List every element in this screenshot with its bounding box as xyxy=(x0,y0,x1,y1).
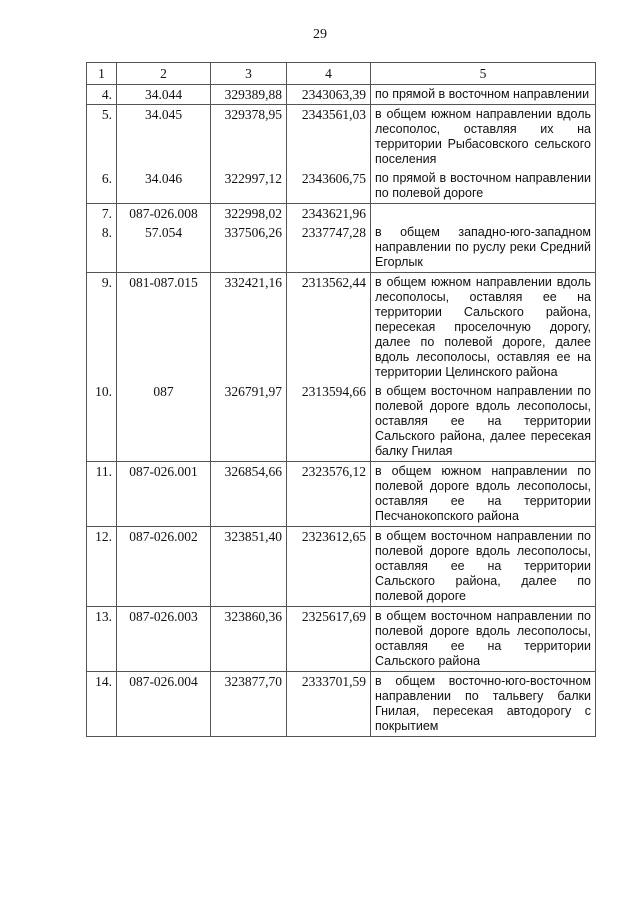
row-number: 8. xyxy=(87,223,117,273)
point-id: 087-026.001 xyxy=(117,462,211,527)
boundary-description: в общем южном направлении вдоль лесополосы, оставляя ее на территории Сальского района, пересекая проселочную дорогу, далее по полевой дороге, далее вдоль лесополосы, оставляя ее на территории Целинского района xyxy=(371,273,596,383)
row-number: 12. xyxy=(87,527,117,607)
point-id: 57.054 xyxy=(117,223,211,273)
coordinate-x: 322997,12 xyxy=(211,169,287,204)
column-header: 2 xyxy=(117,63,211,85)
row-number: 10. xyxy=(87,382,117,462)
row-number: 9. xyxy=(87,273,117,383)
table-row xyxy=(87,607,596,672)
coordinate-y: 2343621,96 xyxy=(287,204,371,224)
coordinate-y: 2313562,44 xyxy=(287,273,371,383)
page-number: 29 xyxy=(313,27,327,42)
column-header: 4 xyxy=(287,63,371,85)
table-row xyxy=(87,169,596,204)
boundary-description: в общем восточно-юго-восточном направлении по тальвегу балки Гнилая, пересекая автодорогу с покрытием xyxy=(371,672,596,737)
boundary-points-table xyxy=(86,62,596,737)
point-id: 087-026.004 xyxy=(117,672,211,737)
coordinate-x: 322998,02 xyxy=(211,204,287,224)
table-row xyxy=(87,382,596,462)
boundary-description: по прямой в восточном направлении по полевой дороге xyxy=(371,169,596,204)
boundary-description xyxy=(371,204,596,224)
coordinate-y: 2343063,39 xyxy=(287,85,371,105)
row-number: 7. xyxy=(87,204,117,224)
column-header: 3 xyxy=(211,63,287,85)
table-row xyxy=(87,204,596,224)
table-row xyxy=(87,672,596,737)
table-row xyxy=(87,462,596,527)
coordinate-x: 332421,16 xyxy=(211,273,287,383)
row-number: 5. xyxy=(87,105,117,170)
row-number: 11. xyxy=(87,462,117,527)
coordinate-y: 2333701,59 xyxy=(287,672,371,737)
coordinate-x: 329378,95 xyxy=(211,105,287,170)
table-row xyxy=(87,105,596,170)
coordinate-y: 2323612,65 xyxy=(287,527,371,607)
coordinate-x: 323877,70 xyxy=(211,672,287,737)
column-header: 5 xyxy=(371,63,596,85)
row-number: 6. xyxy=(87,169,117,204)
row-number: 14. xyxy=(87,672,117,737)
point-id: 34.045 xyxy=(117,105,211,170)
coordinate-y: 2343561,03 xyxy=(287,105,371,170)
boundary-description: в общем восточном направлении по полевой дороге вдоль лесополосы, оставляя ее на территории Сальского района, далее по полевой дороге xyxy=(371,527,596,607)
coordinate-y: 2323576,12 xyxy=(287,462,371,527)
coordinate-x: 326791,97 xyxy=(211,382,287,462)
point-id: 081-087.015 xyxy=(117,273,211,383)
table-header-row xyxy=(87,63,596,85)
point-id: 087-026.002 xyxy=(117,527,211,607)
table-row xyxy=(87,273,596,383)
point-id: 34.044 xyxy=(117,85,211,105)
point-id: 34.046 xyxy=(117,169,211,204)
boundary-description: в общем восточном направлении по полевой дороге вдоль лесополосы, оставляя ее на территории Сальского района xyxy=(371,607,596,672)
coordinate-x: 323851,40 xyxy=(211,527,287,607)
boundary-description: в общем западно-юго-западном направлении по руслу реки Средний Егорлык xyxy=(371,223,596,273)
table-row xyxy=(87,527,596,607)
coordinate-y: 2343606,75 xyxy=(287,169,371,204)
column-header: 1 xyxy=(87,63,117,85)
row-number: 4. xyxy=(87,85,117,105)
point-id: 087-026.003 xyxy=(117,607,211,672)
boundary-description: в общем южном направлении вдоль лесополос, оставляя их на территории Рыбасовского сельского поселения xyxy=(371,105,596,170)
coordinate-x: 337506,26 xyxy=(211,223,287,273)
boundary-description: в общем южном направлении по полевой дороге вдоль лесополосы, оставляя ее на территории Песчанокопского района xyxy=(371,462,596,527)
coordinate-y: 2325617,69 xyxy=(287,607,371,672)
point-id: 087 xyxy=(117,382,211,462)
boundary-description: по прямой в восточном направлении xyxy=(371,85,596,105)
table-row xyxy=(87,223,596,273)
row-number: 13. xyxy=(87,607,117,672)
coordinate-y: 2337747,28 xyxy=(287,223,371,273)
coordinate-x: 326854,66 xyxy=(211,462,287,527)
boundary-description: в общем восточном направлении по полевой дороге вдоль лесополосы, оставляя ее на территории Сальского района, далее пересекая балку Гнилая xyxy=(371,382,596,462)
coordinate-x: 329389,88 xyxy=(211,85,287,105)
point-id: 087-026.008 xyxy=(117,204,211,224)
table-row xyxy=(87,85,596,105)
coordinate-x: 323860,36 xyxy=(211,607,287,672)
coordinate-y: 2313594,66 xyxy=(287,382,371,462)
